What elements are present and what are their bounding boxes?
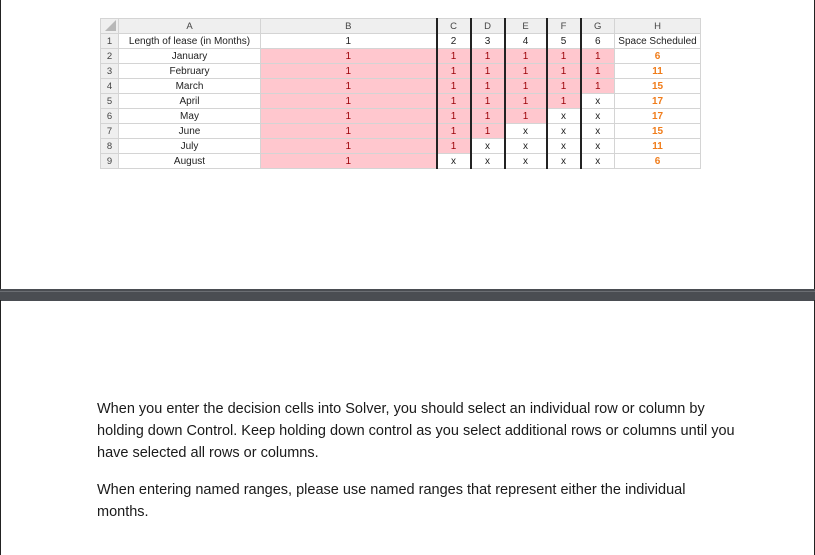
decision-cell[interactable]: 1 [261, 124, 437, 139]
decision-cell[interactable]: 1 [261, 94, 437, 109]
row-number[interactable]: 5 [101, 94, 119, 109]
month-label-cell[interactable]: July [119, 139, 261, 154]
decision-cell[interactable]: 1 [505, 79, 547, 94]
space-scheduled-header[interactable]: Space Scheduled [615, 34, 701, 49]
value-cell[interactable]: 2 [437, 34, 471, 49]
decision-cell[interactable]: 1 [581, 79, 615, 94]
value-cell[interactable]: 3 [471, 34, 505, 49]
row-number[interactable]: 8 [101, 139, 119, 154]
decision-cell[interactable]: 1 [471, 49, 505, 64]
decision-cell[interactable]: 1 [547, 94, 581, 109]
decision-cell[interactable]: 1 [437, 79, 471, 94]
spreadsheet-table [100, 18, 701, 169]
row-number[interactable]: 9 [101, 154, 119, 169]
decision-cell[interactable]: 1 [261, 49, 437, 64]
decision-cell[interactable]: 1 [547, 79, 581, 94]
instruction-paragraph-2 [97, 479, 737, 523]
value-cell[interactable]: 5 [547, 34, 581, 49]
column-header-f[interactable]: F [547, 19, 581, 34]
value-cell[interactable]: x [471, 139, 505, 154]
month-label-cell[interactable]: March [119, 79, 261, 94]
column-header-d[interactable]: D [471, 19, 505, 34]
decision-cell[interactable]: 1 [581, 64, 615, 79]
select-all-corner[interactable] [101, 19, 119, 34]
value-cell[interactable]: x [581, 109, 615, 124]
value-cell[interactable]: x [505, 139, 547, 154]
decision-cell[interactable]: 1 [437, 64, 471, 79]
month-label-cell[interactable]: February [119, 64, 261, 79]
value-cell[interactable]: x [547, 139, 581, 154]
decision-cell[interactable]: 1 [437, 124, 471, 139]
table-row [101, 94, 701, 109]
decision-cell[interactable]: 1 [547, 64, 581, 79]
month-label-cell[interactable]: January [119, 49, 261, 64]
table-row [101, 34, 701, 49]
row-number[interactable]: 6 [101, 109, 119, 124]
decision-cell[interactable]: 1 [505, 94, 547, 109]
decision-cell[interactable]: 1 [505, 109, 547, 124]
column-header-a[interactable]: A [119, 19, 261, 34]
decision-cell[interactable]: 1 [581, 49, 615, 64]
table-row [101, 124, 701, 139]
value-cell[interactable]: x [505, 124, 547, 139]
column-header-b[interactable]: B [261, 19, 437, 34]
table-row [101, 64, 701, 79]
space-scheduled-cell[interactable]: 11 [615, 64, 701, 79]
table-row [101, 79, 701, 94]
column-header-h[interactable]: H [615, 19, 701, 34]
table-row [101, 139, 701, 154]
value-cell[interactable]: x [581, 154, 615, 169]
row-number[interactable]: 2 [101, 49, 119, 64]
value-cell[interactable]: x [505, 154, 547, 169]
instruction-text-1: When you enter the decision cells into Solver, you should select an individual row or column by holding down Control. Keep holding down control as you select additional rows or columns until you have selected all rows or columns. [97, 401, 735, 461]
row-number[interactable]: 7 [101, 124, 119, 139]
instruction-text-2: When entering named ranges, please use named ranges that represent either the individual months. [97, 482, 686, 520]
instruction-paragraph-1 [97, 398, 737, 464]
space-scheduled-cell[interactable]: 15 [615, 79, 701, 94]
value-cell[interactable]: x [547, 124, 581, 139]
value-cell[interactable]: x [581, 124, 615, 139]
decision-cell[interactable]: 1 [437, 109, 471, 124]
decision-cell[interactable]: 1 [471, 94, 505, 109]
column-header-e[interactable]: E [505, 19, 547, 34]
decision-cell[interactable]: 1 [437, 49, 471, 64]
space-scheduled-cell[interactable]: 6 [615, 49, 701, 64]
decision-cell[interactable]: 1 [261, 139, 437, 154]
value-cell[interactable]: x [547, 109, 581, 124]
value-cell[interactable]: x [471, 154, 505, 169]
value-cell[interactable]: x [581, 94, 615, 109]
space-scheduled-cell[interactable]: 17 [615, 109, 701, 124]
month-label-cell[interactable]: August [119, 154, 261, 169]
month-label-cell[interactable]: June [119, 124, 261, 139]
month-label-cell[interactable]: May [119, 109, 261, 124]
row-number[interactable]: 3 [101, 64, 119, 79]
row-number[interactable]: 1 [101, 34, 119, 49]
table-row [101, 154, 701, 169]
decision-cell[interactable]: 1 [261, 64, 437, 79]
month-label-cell[interactable]: April [119, 94, 261, 109]
decision-cell[interactable]: 1 [261, 79, 437, 94]
column-header-row [101, 19, 701, 34]
decision-cell[interactable]: 1 [505, 64, 547, 79]
decision-cell[interactable]: 1 [261, 109, 437, 124]
column-header-g[interactable]: G [581, 19, 615, 34]
decision-cell[interactable]: 1 [505, 49, 547, 64]
column-header-c[interactable]: C [437, 19, 471, 34]
decision-cell[interactable]: 1 [471, 79, 505, 94]
decision-cell[interactable]: 1 [547, 49, 581, 64]
value-cell[interactable]: 6 [581, 34, 615, 49]
month-label-cell[interactable]: Length of lease (in Months) [119, 34, 261, 49]
value-cell[interactable]: x [437, 154, 471, 169]
value-cell[interactable]: x [547, 154, 581, 169]
decision-cell[interactable]: 1 [471, 109, 505, 124]
space-scheduled-cell[interactable]: 6 [615, 154, 701, 169]
decision-cell[interactable]: 1 [471, 64, 505, 79]
decision-cell[interactable]: 1 [437, 94, 471, 109]
space-scheduled-cell[interactable]: 15 [615, 124, 701, 139]
space-scheduled-cell[interactable]: 17 [615, 94, 701, 109]
table-row [101, 109, 701, 124]
decision-cell[interactable]: 1 [261, 154, 437, 169]
decision-cell[interactable]: 1 [437, 139, 471, 154]
space-scheduled-cell[interactable]: 11 [615, 139, 701, 154]
table-row [101, 49, 701, 64]
value-cell[interactable]: 4 [505, 34, 547, 49]
value-cell[interactable]: x [581, 139, 615, 154]
row-number[interactable]: 4 [101, 79, 119, 94]
decision-cell[interactable]: 1 [471, 124, 505, 139]
value-cell[interactable]: 1 [261, 34, 437, 49]
